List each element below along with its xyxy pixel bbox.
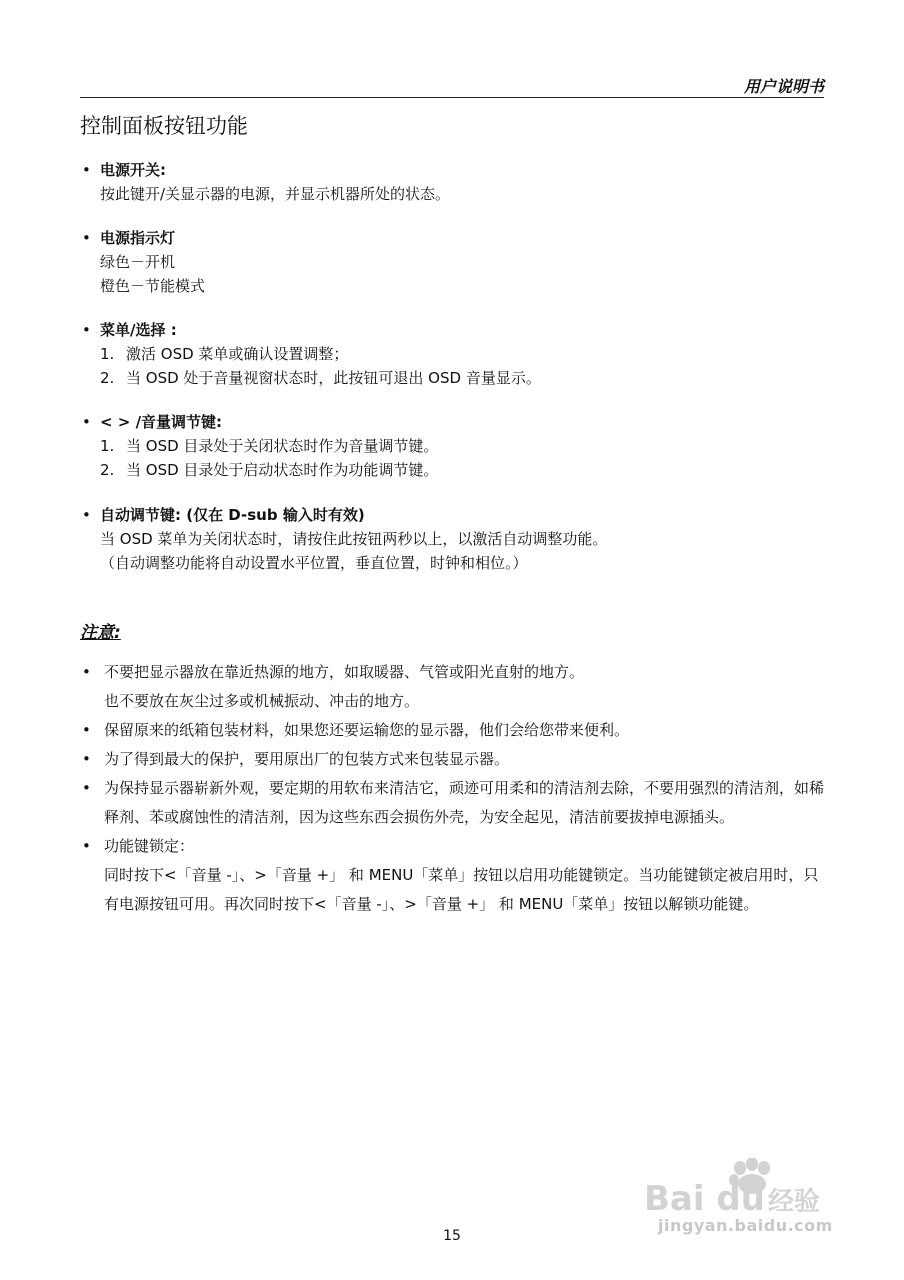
header-rule: [80, 97, 824, 98]
item-heading: • < > /音量调节键:: [80, 410, 830, 434]
note-item: • 为保持显示器崭新外观，要定期的用软布来清洁它，顽迹可用柔和的清洁剂去除，不要用强烈的清洁剂，如稀释剂、苯或腐蚀性的清洁剂，因为这些东西会损伤外壳，为安全起见，清洁前要拔掉电源插头。: [80, 774, 825, 832]
note-text-cont: 也不要放在灰尘过多或机械振动、冲击的地方。: [104, 692, 420, 710]
list-number: 1.: [100, 345, 115, 363]
list-number: 1.: [100, 437, 115, 455]
item-volume-keys: [80, 410, 830, 482]
item-power-indicator: [80, 226, 830, 298]
header-title: 用户说明书: [743, 77, 824, 96]
item-line: 按此键开/关显示器的电源，并显示机器所处的状态。: [100, 185, 451, 203]
note-item: • 为了得到最大的保护，要用原出厂的包装方式来包装显示器。: [80, 745, 825, 774]
baidu-paw-logo-icon: [640, 1158, 850, 1218]
section-title: 控制面板按钮功能: [80, 114, 248, 138]
item-line: 绿色－开机: [100, 253, 176, 271]
list-text: 当 OSD 目录处于启动状态时作为功能调节键。: [126, 461, 439, 479]
list-text: 当 OSD 目录处于关闭状态时作为音量调节键。: [126, 437, 439, 455]
note-text: • 功能键锁定：: [104, 837, 195, 855]
note-item: [80, 832, 825, 919]
list-text: 激活 OSD 菜单或确认设置调整；: [126, 345, 349, 363]
note-item: • 保留原来的纸箱包装材料，如果您还要运输您的显示器，他们会给您带来便利。: [80, 716, 825, 745]
svg-text:经验: 经验: [768, 1187, 821, 1217]
item-heading: • 电源开关:: [80, 158, 830, 182]
page-number: 15: [443, 1228, 461, 1244]
item-heading: • 自动调节键: (仅在 D-sub 输入时有效): [80, 503, 830, 527]
item-heading: • 菜单/选择 :: [80, 318, 830, 342]
item-power-switch: [80, 158, 830, 206]
note-text: • 不要把显示器放在靠近热源的地方，如取暖器、气管或阳光直射的地方。: [104, 663, 585, 681]
item-line: 当 OSD 菜单为关闭状态时，请按住此按钮两秒以上，以激活自动调整功能。: [100, 530, 608, 548]
list-number: 2.: [100, 461, 115, 479]
lock-text: 同时按下<「音量 -」、>「音量 +」 和 MENU「菜单」按钮以启用功能键锁定。当功能键锁定被启用时，只有电源按钮可用。再次同时按下<「音量 -」、>「音量 +」 和 MENU「菜单」按钮以解锁功能键。: [104, 866, 819, 913]
item-auto-adjust: [80, 503, 830, 575]
svg-text:Bai du: Bai du: [644, 1179, 765, 1218]
list-text: 当 OSD 处于音量视窗状态时，此按钮可退出 OSD 音量显示。: [126, 369, 541, 387]
list-number: 2.: [100, 369, 115, 387]
note-title: 注意:: [80, 623, 121, 643]
item-line: （自动调整功能将自动设置水平位置，垂直位置，时钟和相位。）: [100, 554, 528, 572]
baidu-watermark: [640, 1150, 850, 1250]
item-menu-select: [80, 318, 830, 390]
note-list: [80, 658, 825, 919]
item-heading: • 电源指示灯: [80, 226, 830, 250]
item-line: 橙色－节能模式: [100, 277, 206, 295]
note-item: [80, 658, 825, 716]
watermark-url: jingyan.baidu.com: [658, 1216, 833, 1235]
